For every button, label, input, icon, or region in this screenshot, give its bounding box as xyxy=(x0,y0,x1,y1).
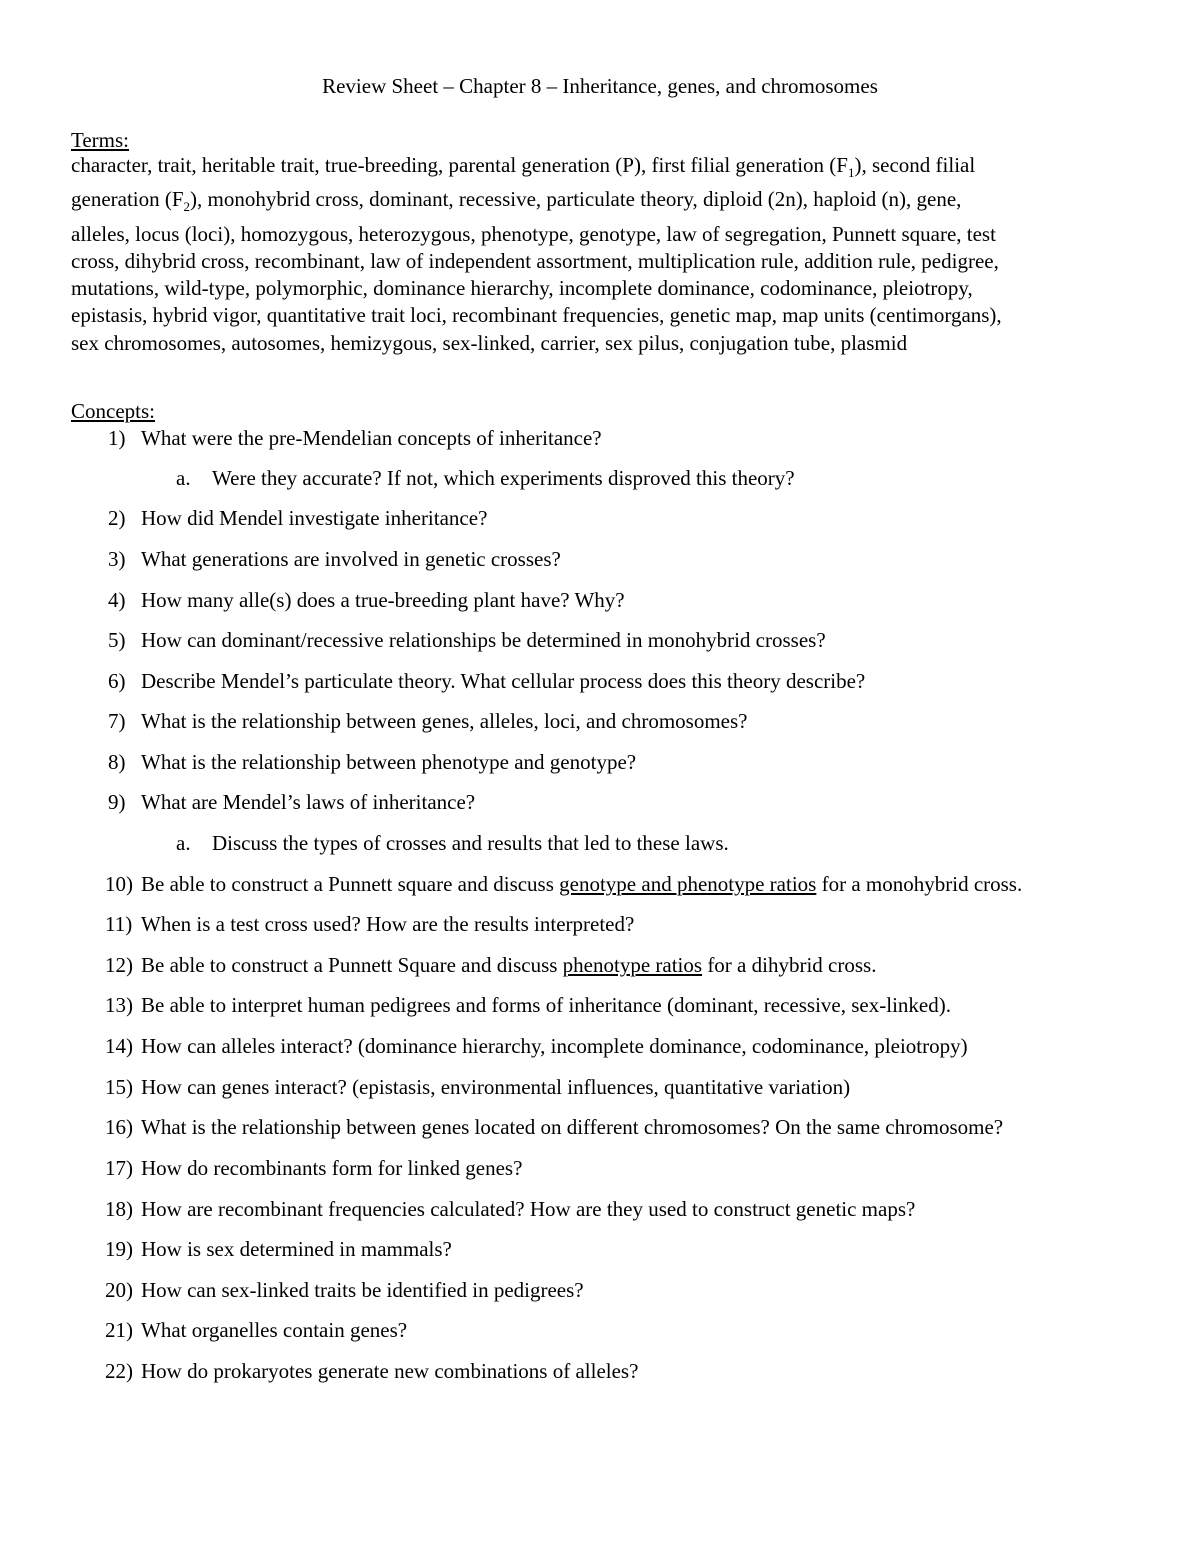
question-number: 9) xyxy=(108,790,126,814)
question-number: 14) xyxy=(105,1034,133,1058)
question-text: What were the pre-Mendelian concepts of inheritance? xyxy=(141,426,602,450)
terms-text-part: ), second filial generation (F xyxy=(71,153,976,212)
question-number: 10) xyxy=(105,872,133,896)
question-number: a. xyxy=(176,466,191,490)
question-number: 16) xyxy=(105,1115,133,1139)
concepts-heading: Concepts: xyxy=(71,399,155,423)
question-text: What is the relationship between genes, alleles, loci, and chromosomes? xyxy=(141,709,748,733)
question-number: 15) xyxy=(105,1075,133,1099)
question-text: How can alleles interact? (dominance hierarchy, incomplete dominance, codominance, pleiotropy) xyxy=(141,1034,968,1058)
question-text: Were they accurate? If not, which experiments disproved this theory? xyxy=(212,466,795,490)
question-number: 7) xyxy=(108,709,126,733)
terms-list xyxy=(71,152,1133,357)
question-text-part: for a dihybrid cross. xyxy=(702,953,877,977)
f2-subscript: 2 xyxy=(183,199,191,215)
question-text: What organelles contain genes? xyxy=(141,1318,408,1342)
question-text: How do prokaryotes generate new combinations of alleles? xyxy=(141,1359,639,1383)
question-number: 13) xyxy=(105,993,133,1017)
question-number: 17) xyxy=(105,1156,133,1180)
question-text-part: Be able to construct a Punnett Square and discuss xyxy=(141,953,563,977)
question-number: a. xyxy=(176,831,191,855)
question-text: How is sex determined in mammals? xyxy=(141,1237,452,1261)
question-text: Be able to interpret human pedigrees and forms of inheritance (dominant, recessive, sex-linked). xyxy=(141,993,951,1017)
page-title: Review Sheet – Chapter 8 – Inheritance, genes, and chromosomes xyxy=(322,74,878,98)
question-text: Describe Mendel’s particulate theory. What cellular process does this theory describe? xyxy=(141,669,866,693)
question-number: 4) xyxy=(108,588,126,612)
question-text: How many alle(s) does a true-breeding plant have? Why? xyxy=(141,588,625,612)
question-text: When is a test cross used? How are the results interpreted? xyxy=(141,912,635,936)
underlined-phrase: phenotype ratios xyxy=(562,953,703,977)
question-number: 21) xyxy=(105,1318,133,1342)
question-number: 12) xyxy=(105,953,133,977)
question-text: What is the relationship between phenotype and genotype? xyxy=(141,750,637,774)
question-number: 1) xyxy=(108,426,126,450)
question-number: 6) xyxy=(108,669,126,693)
question-number: 5) xyxy=(108,628,126,652)
question-text: How do recombinants form for linked genes? xyxy=(141,1156,523,1180)
question-number: 22) xyxy=(105,1359,133,1383)
question-text: What are Mendel’s laws of inheritance? xyxy=(141,790,476,814)
terms-text-part: character, trait, heritable trait, true-breeding, parental generation (P), first filial generation (F xyxy=(71,153,848,177)
question-number: 18) xyxy=(105,1197,133,1221)
question-text xyxy=(141,871,1022,897)
question-text-part: Be able to construct a Punnett square and discuss xyxy=(141,872,560,896)
terms-heading: Terms: xyxy=(71,128,130,152)
question-text: How can dominant/recessive relationships be determined in monohybrid crosses? xyxy=(141,628,826,652)
question-text xyxy=(141,952,876,978)
question-number: 11) xyxy=(105,912,133,936)
question-text: What is the relationship between genes located on different chromosomes? On the same chromosome? xyxy=(141,1115,1004,1139)
underlined-phrase: genotype and phenotype ratios xyxy=(559,872,817,896)
question-number: 8) xyxy=(108,750,126,774)
question-text: What generations are involved in genetic crosses? xyxy=(141,547,561,571)
f1-subscript: 1 xyxy=(847,165,855,181)
question-text: How are recombinant frequencies calculated? How are they used to construct genetic maps? xyxy=(141,1197,916,1221)
question-number: 3) xyxy=(108,547,126,571)
question-text: How did Mendel investigate inheritance? xyxy=(141,506,488,530)
question-text: Discuss the types of crosses and results that led to these laws. xyxy=(212,831,729,855)
question-number: 20) xyxy=(105,1278,133,1302)
question-number: 2) xyxy=(108,506,126,530)
question-text: How can genes interact? (epistasis, environmental influences, quantitative variation) xyxy=(141,1075,851,1099)
question-text: How can sex-linked traits be identified in pedigrees? xyxy=(141,1278,584,1302)
question-text-part: for a monohybrid cross. xyxy=(816,872,1023,896)
question-number: 19) xyxy=(105,1237,133,1261)
terms-text-part: ), monohybrid cross, dominant, recessive, particulate theory, diploid (2n), haploid (n), gene, alleles, locus (loci), homozygous, heterozygous, phenotype, genotype, law of segregation, Punnett square, test cross, dihybrid cross, recombinant, law of independent assortment, multiplication rule, addition rule, pedigree, mutations, wild-type, polymorphic, dominance hierarchy, incomplete dominance, codominance, pleiotropy, epistasis, hybrid vigor, quantitative trait loci, recombinant frequencies, genetic map, map units (centimorgans), sex chromosomes, autosomes, hemizygous, sex-linked, carrier, sex pilus, conjugation tube, plasmid xyxy=(71,187,1002,355)
